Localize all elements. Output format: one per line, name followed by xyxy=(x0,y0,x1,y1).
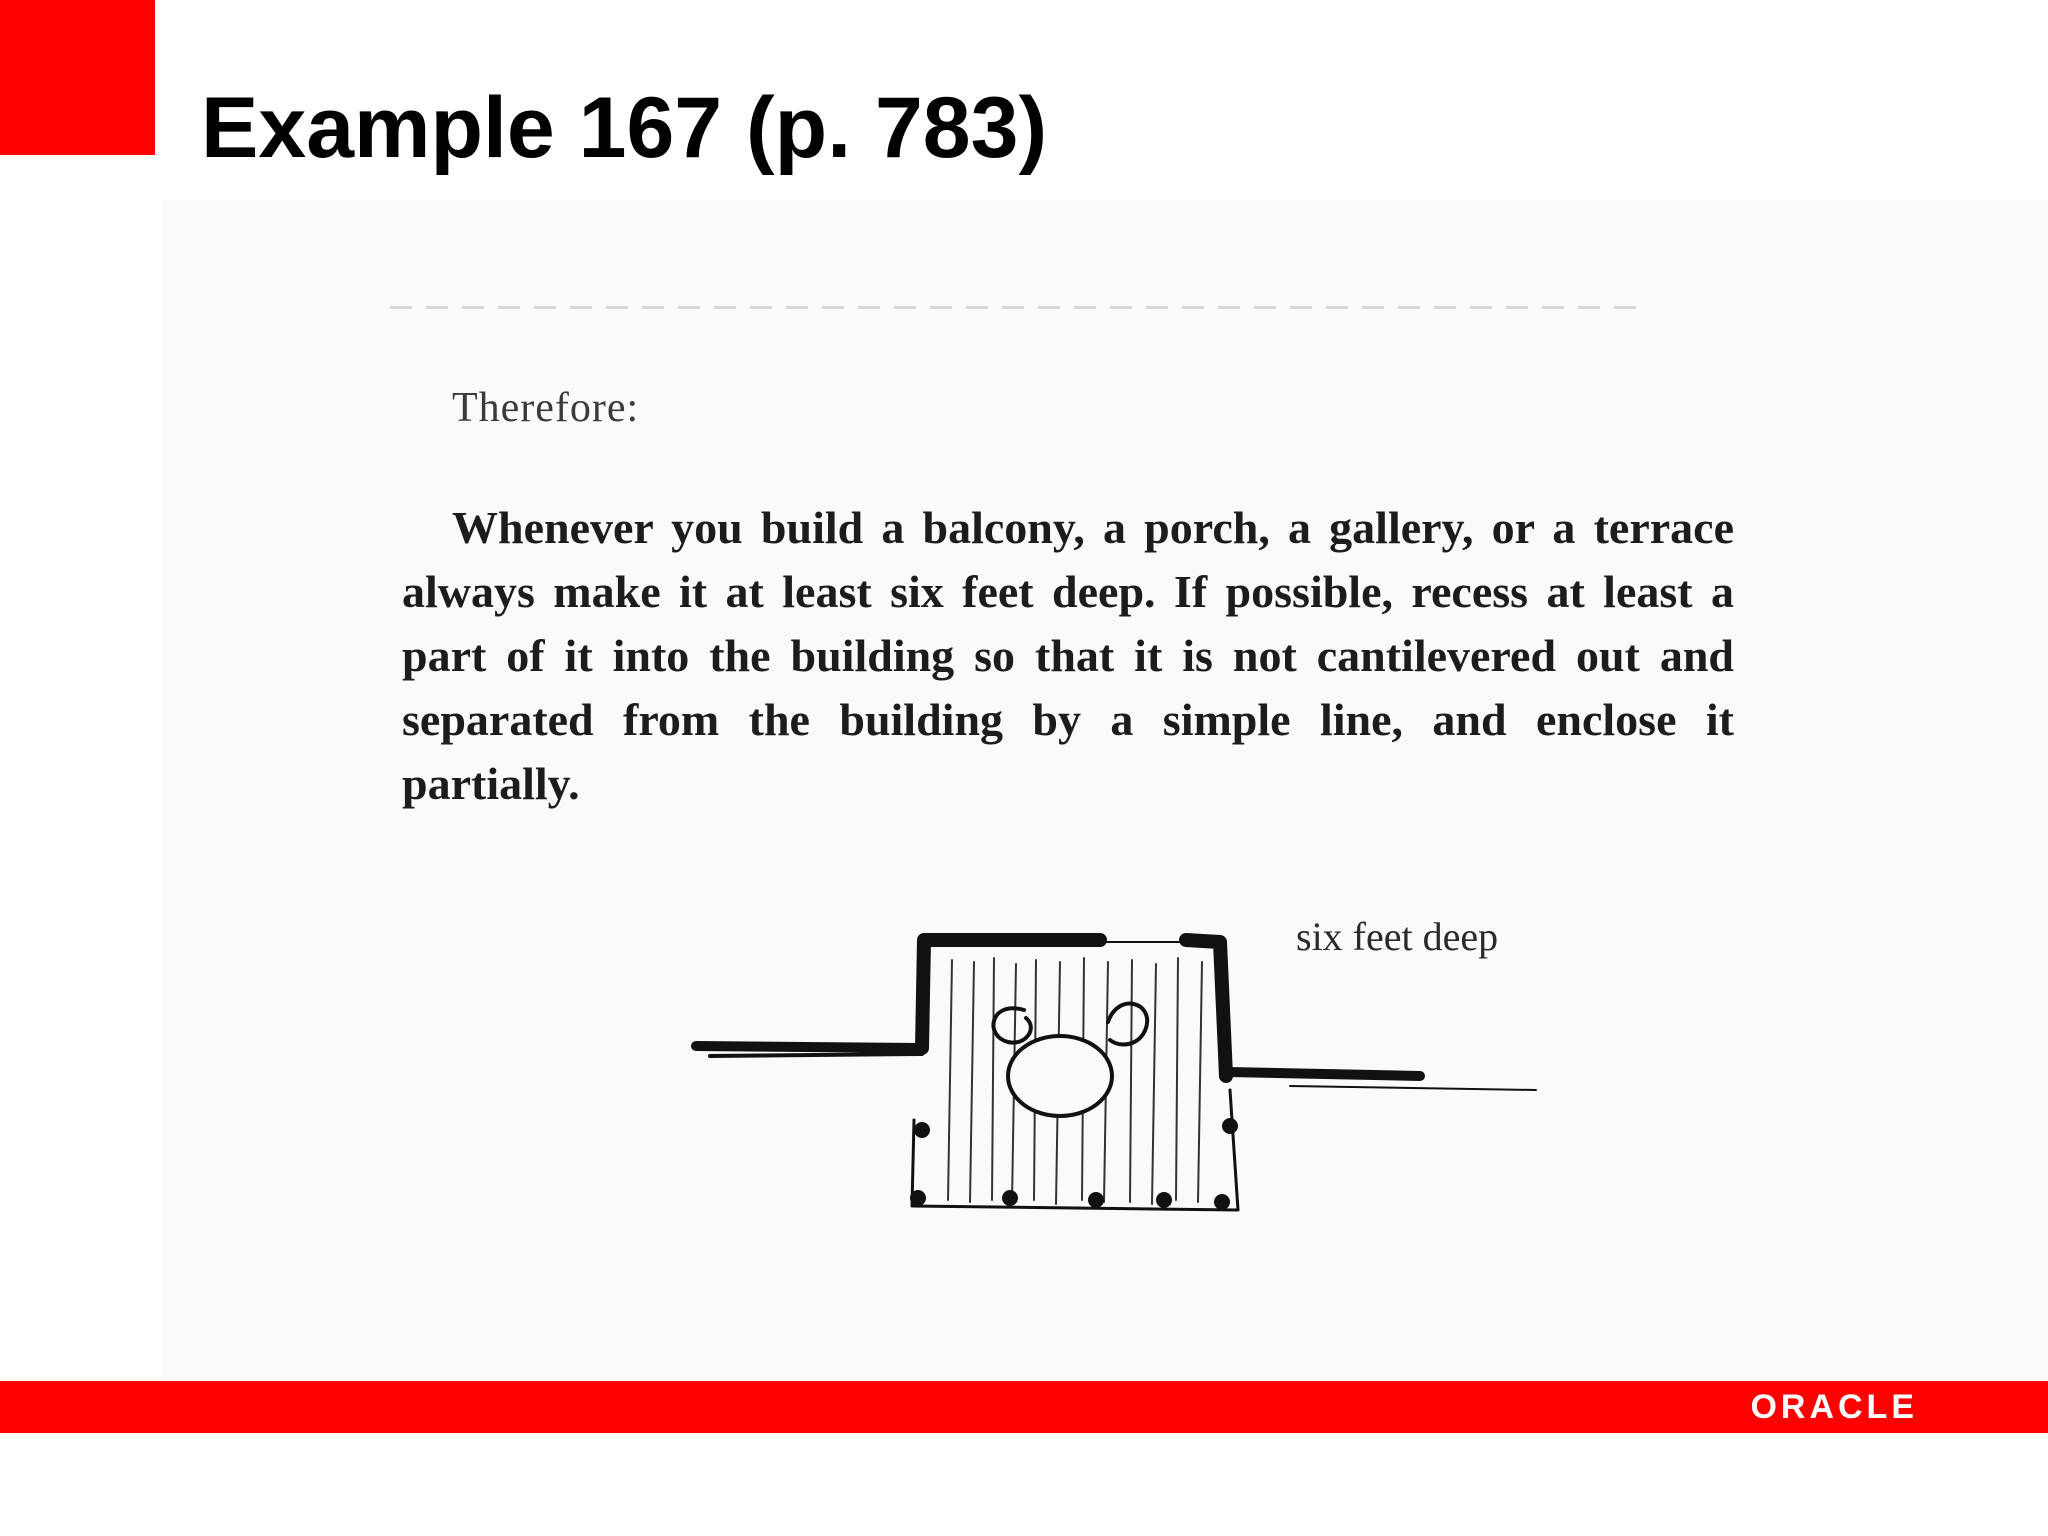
slide-title: Example 167 (p. 783) xyxy=(201,80,1048,176)
footer-bar xyxy=(0,1381,2048,1433)
corner-accent-block xyxy=(0,0,155,155)
chair-left xyxy=(993,1008,1030,1042)
oracle-logo: ORACLE xyxy=(1750,1388,1918,1426)
left-wall-line xyxy=(696,1046,920,1048)
chair-right xyxy=(1108,1004,1147,1045)
pattern-solution-text: Whenever you build a balcony, a porch, a gallery, or a terrace always make it at least six feet deep. If possible, recess at least a part of it into the building so that it is not cantilevered out and separated from the building by a simple line, and enclose it partially. xyxy=(402,502,1734,809)
diagram-label: six feet deep xyxy=(1296,914,1499,959)
therefore-heading: Therefore: xyxy=(452,385,640,431)
faded-top-rule xyxy=(390,306,1650,309)
table-circle xyxy=(1008,1036,1112,1116)
right-wall-line xyxy=(1228,1072,1420,1076)
balcony-outline xyxy=(922,940,1100,1048)
column-dots xyxy=(910,1118,1238,1210)
